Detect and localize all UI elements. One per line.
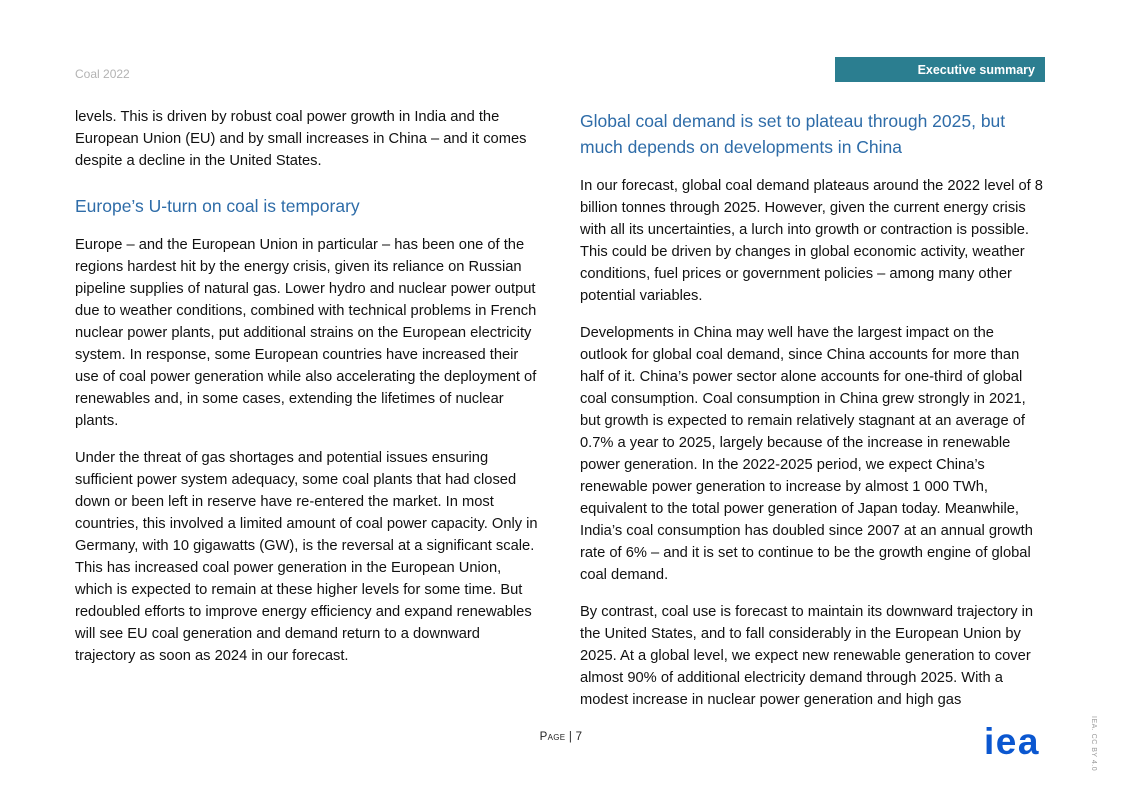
body-paragraph: Developments in China may well have the largest impact on the outlook for global coal demand, since China accounts for more than half of it. China’s power sector alone accounts for one-third of global coal consumption. Coal consumption in China grew strongly in 2021, but growth is expected to remain relatively stagnant at an average of 0.7% a year to 2025, largely because of the increase in renewable power generation. In the 2022-2025 period, we expect China’s renewable power generation to increase by almost 1 000 TWh, equivalent to the total power generation of Japan today. Meanwhile, India’s coal consumption has doubled since 2007 at an annual growth rate of 6% – and it is set to continue to be the growth engine of global coal demand. — [580, 325, 1033, 583]
executive-summary-badge: Executive summary — [835, 57, 1045, 82]
body-paragraph: Europe – and the European Union in particular – has been one of the regions hardest hit by the energy crisis, given its reliance on Russian pipeline supplies of natural gas. Lower hydro and nuclear power output due to weather conditions, combined with technical problems in French nuclear power plants, put additional strains on the European electricity system. In response, some European countries have increased their use of coal power generation while also accelerating the deployment of renewables and, in some cases, extending the lifetimes of nuclear plants. — [75, 237, 537, 429]
left-column — [75, 106, 540, 726]
body-paragraph: levels. This is driven by robust coal power growth in India and the European Union (EU) and by small increases in China – and it comes despite a decline in the United States. — [75, 109, 527, 169]
body-paragraph: In our forecast, global coal demand plateaus around the 2022 level of 8 billion tonnes through 2025. However, given the current energy crisis with all its uncertainties, a lurch into growth or contraction is possible. This could be driven by changes in global economic activity, weather conditions, fuel prices or government policies – among many other potential variables. — [580, 178, 1043, 304]
document-title: Coal 2022 — [75, 67, 130, 81]
two-column-body — [75, 106, 1045, 726]
iea-logo: iea — [984, 721, 1040, 762]
page-number: Page | 7 — [539, 731, 583, 743]
section-heading-global-demand: Global coal demand is set to plateau through 2025, but much depends on developments in China — [580, 111, 1006, 157]
section-heading-europe: Europe’s U-turn on coal is temporary — [75, 196, 360, 216]
body-paragraph: By contrast, coal use is forecast to maintain its downward trajectory in the United States, and to fall considerably in the European Union by 2025. At a global level, we expect new renewable generation to cover almost 90% of additional electricity demand through 2025. With a modest increase in nuclear power generation and high gas — [580, 604, 1034, 708]
copyright-note: IEA. CC BY 4.0 — [1090, 716, 1097, 772]
right-column — [580, 106, 1045, 726]
body-paragraph: Under the threat of gas shortages and potential issues ensuring sufficient power system adequacy, some coal plants that had closed down or been left in reserve have re-entered the market. In most countries, this involved a limited amount of coal power capacity. Only in Germany, with 10 gigawatts (GW), is the reversal at a significant scale. This has increased coal power generation in the European Union, which is expected to remain at these higher levels for some time. But redoubled efforts to improve energy efficiency and expand renewables will see EU coal generation and demand return to a downward trajectory as soon as 2024 in our forecast. — [75, 450, 538, 664]
